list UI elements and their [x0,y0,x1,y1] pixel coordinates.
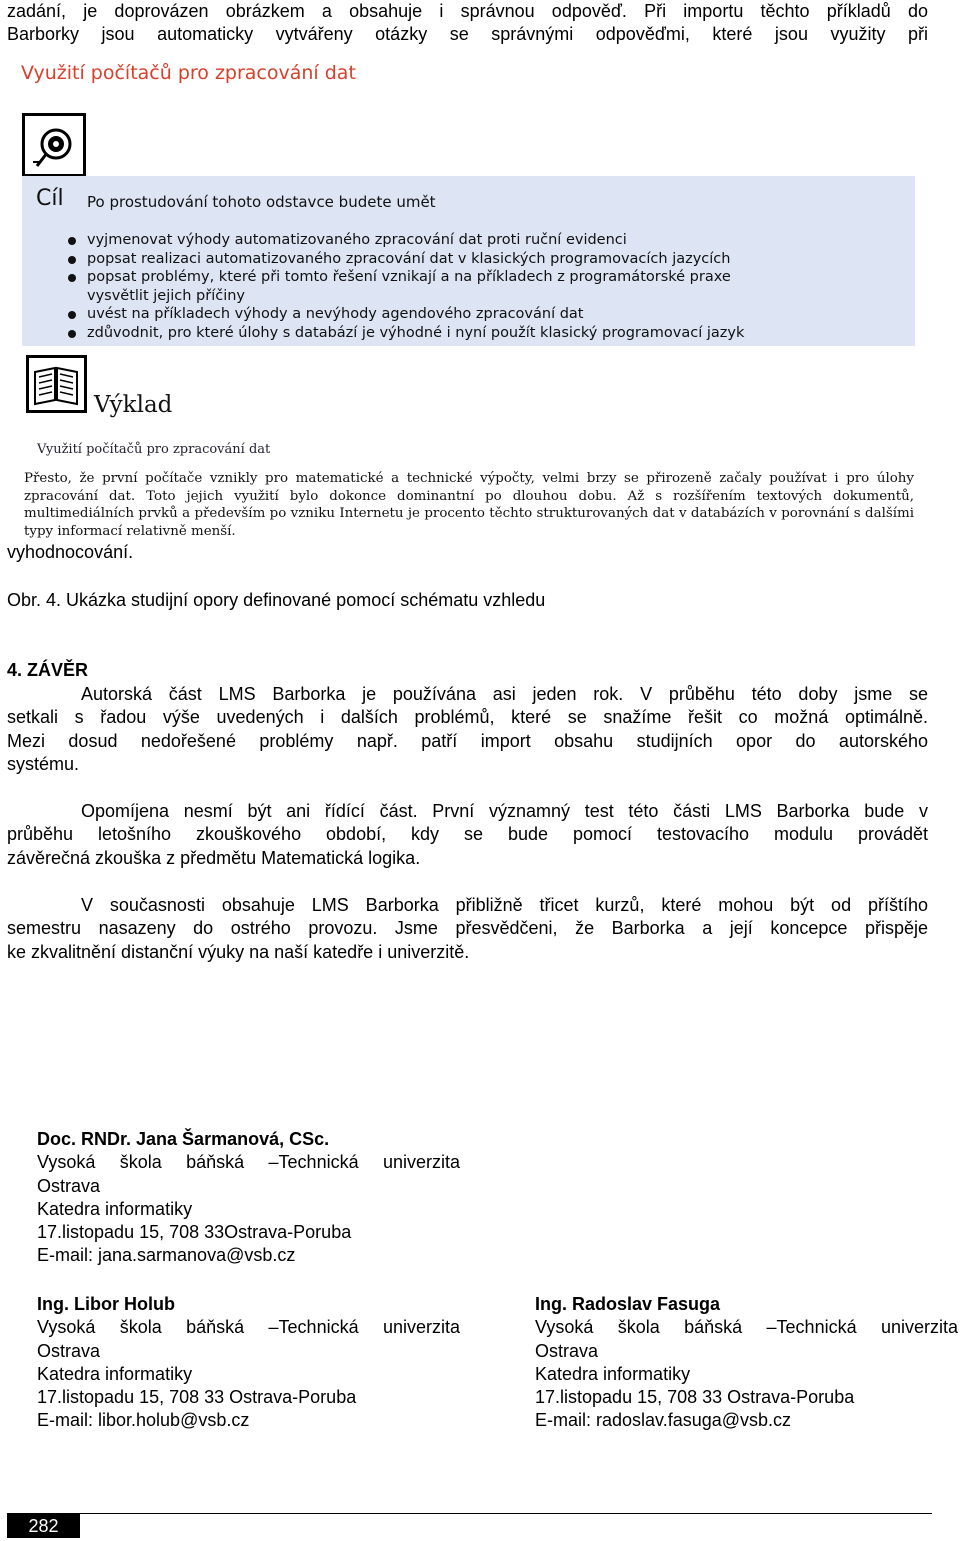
paragraph-line: závěrečná zkouška z předmětu Matematická logika. [7,848,421,868]
goal-label: Cíl [36,186,64,211]
paragraph-line: semestru nasazeny do ostrého provozu. Jsme přesvědčeni, že Barborka a její koncepce přispěje [7,918,928,938]
author-address: 17.listopadu 15, 708 33 Ostrava-Poruba [37,1387,357,1408]
footer-rule [7,1513,932,1514]
goal-item: vysvětlit jejich příčiny [87,287,245,304]
goal-item: popsat problémy, které při tomto řešení vznikají a na příkladech z programátorské praxe [68,268,744,287]
target-icon [22,113,86,177]
figure-screenshot [17,56,917,542]
paragraph-line: Opomíjena nesmí být ani řídící část. První významný test této části LMS Barborka bude v [81,801,928,821]
paragraph-line: systému. [7,754,80,774]
section-subtitle: Využití počítačů pro zpracování dat [37,442,271,457]
author-name: Ing. Libor Holub [37,1294,175,1314]
author-school: Vysoká škola báňská –Technická univerzita [37,1152,460,1173]
author-dept: Katedra informatiky [535,1363,691,1384]
goal-item: popsat realizaci automatizovaného zpracování dat v klasických programovacích jazycích [68,250,744,269]
author-city: Ostrava [535,1340,599,1361]
author-school: Vysoká škola báňská –Technická univerzita [535,1317,958,1338]
figure-caption: Obr. 4. Ukázka studijní opory definované pomocí schématu vzhledu [7,590,546,610]
goal-panel [22,176,915,346]
author-school: Vysoká škola báňská –Technická univerzita [37,1317,460,1338]
author-email: E-mail: radoslav.fasuga@vsb.cz [535,1410,792,1431]
intro-line: vyhodnocování. [7,542,134,562]
paragraph-line: V současnosti obsahuje LMS Barborka přibližně třicet kurzů, které mohou být od příštího [81,895,928,915]
goal-item: uvést na příkladech výhody a nevýhody agendového zpracování dat [68,305,744,324]
author-city: Ostrava [37,1340,101,1361]
intro-line: zadání, je doprovázen obrázkem a obsahuje i správnou odpověď. Při importu těchto příkladů do [7,1,928,21]
author-block [37,1128,460,1268]
intro-line: Barborky jsou automaticky vytvářeny otázky se správnými odpověďmi, které jsou využity při [7,24,928,44]
author-address: 17.listopadu 15, 708 33 Ostrava-Poruba [535,1387,855,1408]
figure-title: Využití počítačů pro zpracování dat [21,62,356,84]
author-city: Ostrava [37,1175,101,1196]
goal-item: zdůvodnit, pro které úlohy s databází je výhodné i nyní použít klasický programovací jazyk [68,324,744,343]
author-address: 17.listopadu 15, 708 33Ostrava-Poruba [37,1222,352,1243]
goal-list [68,231,744,342]
author-dept: Katedra informatiky [37,1363,193,1384]
author-block [37,1293,460,1433]
section-label: Výklad [94,392,173,418]
goal-item: vyjmenovat výhody automatizovaného zpracování dat proti ruční evidenci [68,231,744,250]
paragraph-line: průběhu letošního zkouškového období, kdy se bude pomocí testovacího modulu provádět [7,824,928,844]
explanation-text: Přesto, že první počítače vznikly pro matematické a technické výpočty, velmi brzy se přirozeně začaly používat i pro úlohy zpracování dat. Toto jejich využití bylo dokonce dominantní po dlouhou dobu. Až s rozšířením textových dokumentů, multimediálních prvků a především po vzniku Internetu je procento těchto strukturovaných dat v databázích v porovnání s dalšími typy informací relativně menší. [24,471,914,539]
goal-lead: Po prostudování tohoto odstavce budete umět [87,193,436,211]
paragraph-line: Mezi dosud nedořešené problémy např. patří import obsahu studijních opor do autorského [7,731,928,751]
author-dept: Katedra informatiky [37,1198,193,1219]
paragraph-line: Autorská část LMS Barborka je používána asi jeden rok. V průběhu této doby jsme se [81,684,928,704]
open-book-icon [26,355,87,413]
paragraph-line: ke zkvalitnění distanční výuky na naší katedře i univerzitě. [7,942,470,962]
page-number: 282 [7,1514,80,1538]
paragraph-line: setkali s řadou výše uvedených i dalších problémů, které se snažíme řešit co možná optimálně. [7,707,928,727]
author-block [535,1293,958,1433]
author-email: E-mail: jana.sarmanova@vsb.cz [37,1245,296,1266]
author-name: Doc. RNDr. Jana Šarmanová, CSc. [37,1129,330,1149]
author-name: Ing. Radoslav Fasuga [535,1294,721,1314]
author-email: E-mail: libor.holub@vsb.cz [37,1410,250,1431]
section-heading: 4. ZÁVĚR [7,660,89,680]
